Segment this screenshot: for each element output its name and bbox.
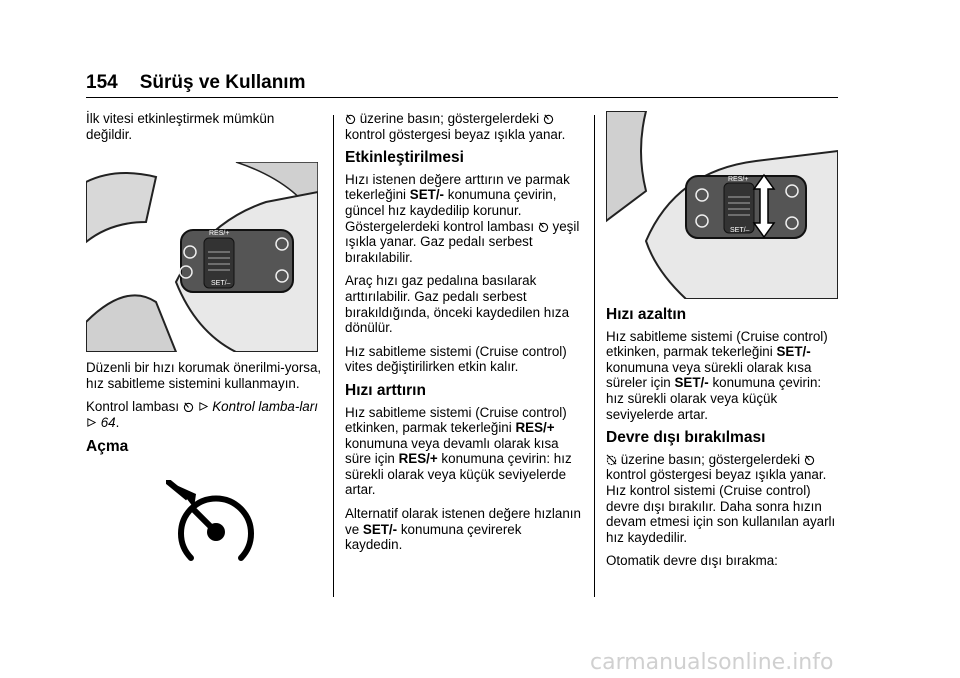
col2-p5-a: Hız sabitleme sistemi (Cruise control) etkinken, parmak tekerleğini: [345, 404, 567, 436]
cruise-control-indicator-icon-3: [804, 454, 815, 465]
col3-paragraph-2: [606, 452, 842, 546]
column-3: [606, 111, 842, 577]
col2-p6-b: SET/-: [362, 521, 398, 537]
col2-p1-b: kontrol göstergesi beyaz ışıkla yanar.: [345, 126, 566, 142]
col3-paragraph-3: Otomatik devre dışı bırakma:: [606, 553, 778, 569]
steering-wheel-arrow-illustration: [606, 111, 838, 299]
wheel-label-set: SET/–: [211, 280, 231, 288]
col2-p5-d: RES/+: [398, 451, 438, 467]
wheel-label-res-2: RES/+: [728, 176, 749, 183]
col2-paragraph-4: Hız sabitleme sistemi (Cruise control) vites değiştirilirken etkin kalır.: [345, 343, 567, 375]
col2-p5-b: RES/+: [515, 420, 555, 436]
heading-etkinlestirilmesi: Etkinleştirilmesi: [345, 149, 464, 167]
col2-paragraph-5: [345, 405, 581, 499]
col2-p5-e: konumuna çevirin: hız sürekli olarak veya küçük seviyelerde artar.: [345, 451, 572, 498]
cruise-control-indicator-icon-2: [538, 221, 549, 232]
column-1: [86, 111, 322, 574]
link-page-64[interactable]: 64: [100, 414, 116, 430]
wheel-label-set-2: SET/–: [730, 227, 750, 234]
link-kontrol-lambalari[interactable]: Kontrol lamba-ları: [212, 399, 318, 415]
col1-paragraph-1: İlk vitesi etkinleştirmek mümkün değildir.: [86, 111, 275, 142]
cruise-control-icon: [183, 401, 194, 412]
col3-p2-b: kontrol göstergesi beyaz ışıkla yanar. Hız kontrol sistemi (Cruise control) devre dışı bırakılır. Daha sonra hızın devam etmesi için son kullanılan ayarlı hız kaydedilir.: [606, 467, 836, 545]
cruise-control-button-illustration: [166, 480, 266, 570]
col2-p6-a: Alternatif olarak istenen değere hızlanın ve: [345, 506, 581, 537]
page-header: [86, 72, 305, 94]
col1-paragraph-2: Düzenli bir hızı korumak önerilmi-yorsa, hız sabitleme sistemini kullanmayın.: [86, 360, 322, 391]
header-rule: [86, 97, 838, 98]
wheel-label-res: RES/+: [209, 230, 230, 238]
section-title: Sürüş ve Kullanım: [139, 72, 306, 93]
col3-p1-c: konumuna veya sürekli olarak kısa süreler için: [606, 359, 812, 391]
col3-p1-e: konumuna çevirin: hız sürekli olarak veya küçük seviyelerde artar.: [606, 375, 822, 422]
col3-p1-d: SET/-: [674, 375, 709, 391]
col3-p2-a: üzerine basın; göstergelerdeki: [620, 451, 801, 467]
page-ref-arrow-icon-2: [86, 417, 97, 428]
col3-p1-a: Hız sabitleme sistemi (Cruise control) etkinken, parmak tekerleğini: [606, 328, 828, 360]
col2-p6-c: konumuna çevirerek kaydedin.: [345, 521, 522, 553]
column-2: [345, 111, 581, 561]
col2-p5-c: konumuna veya devamlı olarak kısa süre için: [345, 435, 559, 467]
col3-paragraph-1: [606, 329, 842, 423]
col2-paragraph-3: Araç hızı gaz pedalına basılarak arttırılabilir. Gaz pedalı serbest bırakıldığında, önceki kaydedilen hıza dönülür.: [345, 273, 570, 336]
col2-paragraph-1: [345, 111, 581, 142]
col2-p2-c: konumuna çevirin, güncel hız kaydedilip korunur. Göstergelerdeki kontrol lambası: [345, 187, 557, 234]
page-number: 154: [86, 72, 118, 93]
heading-hizi-azaltin: Hızı azaltın: [606, 306, 687, 323]
cruise-control-indicator-icon: [543, 113, 554, 124]
column-divider-1: [333, 115, 334, 597]
col3-p1-b: SET/-: [776, 344, 811, 360]
heading-acma: Açma: [86, 437, 129, 455]
col2-p2-b: SET/-: [409, 187, 445, 203]
steering-wheel-illustration: [86, 162, 318, 352]
column-divider-2: [594, 115, 595, 597]
col2-p2-d: yeşil ışıkla yanar. Gaz pedalı serbest bırakılabilir.: [345, 218, 580, 265]
cruise-control-icon: [345, 113, 356, 124]
col2-paragraph-2: [345, 172, 581, 266]
cruise-cancel-icon: [606, 454, 617, 465]
heading-devre-disi: Devre dışı bırakılması: [606, 429, 766, 447]
page-ref-arrow-icon: [198, 401, 209, 412]
watermark: carmanualsonline.info: [590, 650, 834, 675]
col1-p3-suffix: .: [115, 414, 120, 430]
col2-paragraph-6: [345, 506, 581, 553]
col1-paragraph-3: [86, 399, 322, 430]
col1-p3-prefix: Kontrol lambası: [86, 399, 180, 415]
col2-p1-a: üzerine basın; göstergelerdeki: [359, 111, 540, 126]
heading-hizi-arttirin: Hızı arttırın: [345, 381, 426, 399]
col2-p2-a: Hızı istenen değere arttırın ve parmak tekerleğini: [345, 171, 570, 203]
